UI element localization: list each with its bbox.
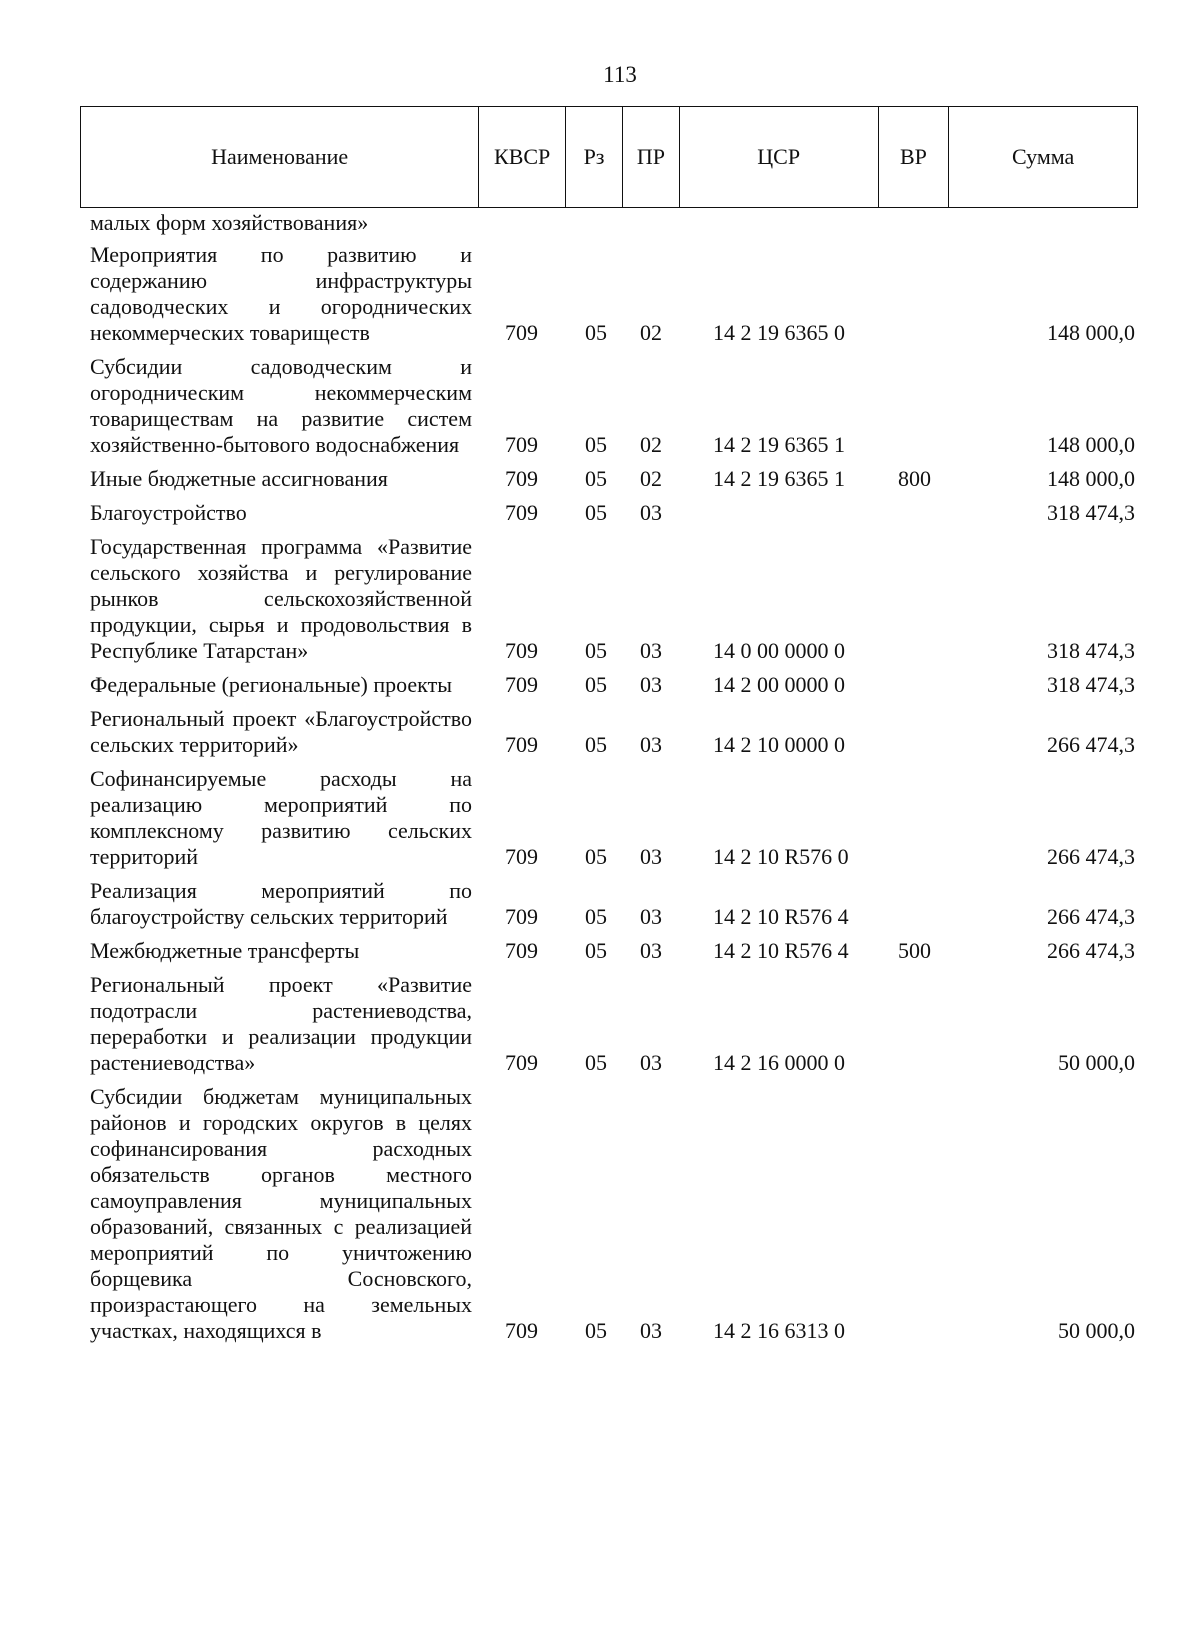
row-pr: 03 bbox=[640, 938, 662, 963]
table-body bbox=[0, 210, 1200, 1352]
row-rz: 05 bbox=[585, 638, 607, 663]
row-sum: 148 000,0 bbox=[1047, 466, 1135, 491]
row-rz: 05 bbox=[585, 938, 607, 963]
row-pr: 03 bbox=[640, 1318, 662, 1343]
table-row bbox=[0, 972, 1200, 1076]
table-row bbox=[0, 938, 1200, 964]
row-vr: 500 bbox=[898, 938, 931, 963]
row-kvsr: 709 bbox=[505, 672, 538, 697]
row-csr: 14 2 19 6365 1 bbox=[713, 432, 845, 457]
row-sum: 148 000,0 bbox=[1047, 432, 1135, 457]
row-sum: 318 474,3 bbox=[1047, 638, 1135, 663]
row-sum: 266 474,3 bbox=[1047, 844, 1135, 869]
row-csr: 14 2 00 0000 0 bbox=[713, 672, 845, 697]
page-number: 113 bbox=[603, 62, 637, 87]
row-sum: 266 474,3 bbox=[1047, 732, 1135, 757]
row-pr: 02 bbox=[640, 320, 662, 345]
row-name: Субсидии бюджетам муниципальных районов и городских округов в целях софинансирования расходных обязательств органов местного самоуправления муниципальных образований, связанных с реализацией мероприятий по уничтожению борщевика Сосновского, произрастающего на земельных участках, находящихся в bbox=[90, 1084, 472, 1343]
row-pr: 03 bbox=[640, 500, 662, 525]
table-row bbox=[0, 500, 1200, 526]
row-csr: 14 0 00 0000 0 bbox=[713, 638, 845, 663]
row-csr: 14 2 16 0000 0 bbox=[713, 1050, 845, 1075]
row-sum: 266 474,3 bbox=[1047, 904, 1135, 929]
row-rz: 05 bbox=[585, 672, 607, 697]
table-row bbox=[0, 534, 1200, 664]
row-csr: 14 2 10 R576 0 bbox=[713, 844, 849, 869]
row-pr: 03 bbox=[640, 638, 662, 663]
row-name: малых форм хозяйствования» bbox=[90, 210, 369, 235]
row-kvsr: 709 bbox=[505, 638, 538, 663]
row-pr: 03 bbox=[640, 672, 662, 697]
row-sum: 148 000,0 bbox=[1047, 320, 1135, 345]
row-name: Софинансируемые расходы на реализацию мероприятий по комплексному развитию сельских территорий bbox=[90, 766, 472, 869]
table-row bbox=[0, 466, 1200, 492]
header-sum: Сумма bbox=[1012, 144, 1075, 169]
row-rz: 05 bbox=[585, 732, 607, 757]
row-pr: 02 bbox=[640, 466, 662, 491]
row-name: Реализация мероприятий по благоустройству сельских территорий bbox=[90, 878, 472, 929]
row-rz: 05 bbox=[585, 1050, 607, 1075]
row-sum: 318 474,3 bbox=[1047, 672, 1135, 697]
row-csr: 14 2 10 0000 0 bbox=[713, 732, 845, 757]
row-pr: 03 bbox=[640, 732, 662, 757]
row-sum: 318 474,3 bbox=[1047, 500, 1135, 525]
row-name: Иные бюджетные ассигнования bbox=[90, 466, 388, 491]
header-vr: ВР bbox=[879, 107, 950, 207]
row-sum: 50 000,0 bbox=[1058, 1318, 1135, 1343]
row-kvsr: 709 bbox=[505, 1050, 538, 1075]
header-csr: ЦСР bbox=[680, 107, 879, 207]
row-pr: 03 bbox=[640, 844, 662, 869]
row-csr: 14 2 10 R576 4 bbox=[713, 938, 849, 963]
row-csr: 14 2 10 R576 4 bbox=[713, 904, 849, 929]
row-rz: 05 bbox=[585, 1318, 607, 1343]
table-row bbox=[0, 878, 1200, 930]
row-pr: 02 bbox=[640, 432, 662, 457]
header-name: Наименование bbox=[81, 107, 479, 207]
row-sum: 266 474,3 bbox=[1047, 938, 1135, 963]
row-kvsr: 709 bbox=[505, 904, 538, 929]
table-row bbox=[0, 1084, 1200, 1344]
row-name: Субсидии садоводческим и огородническим некоммерческим товариществам на развитие систем хозяйственно-бытового водоснабжения bbox=[90, 354, 472, 457]
row-rz: 05 bbox=[585, 500, 607, 525]
table-row bbox=[0, 354, 1200, 458]
row-vr: 800 bbox=[898, 466, 931, 491]
row-kvsr: 709 bbox=[505, 500, 538, 525]
header-pr: ПР bbox=[623, 107, 680, 207]
row-kvsr: 709 bbox=[505, 432, 538, 457]
row-csr: 14 2 16 6313 0 bbox=[713, 1318, 845, 1343]
table-row bbox=[0, 706, 1200, 758]
row-kvsr: 709 bbox=[505, 844, 538, 869]
table-row bbox=[0, 242, 1200, 346]
row-kvsr: 709 bbox=[505, 1318, 538, 1343]
table-row bbox=[0, 210, 1200, 236]
table-row bbox=[0, 672, 1200, 698]
row-rz: 05 bbox=[585, 466, 607, 491]
row-name: Межбюджетные трансферты bbox=[90, 938, 360, 963]
header-kvsr: КВСР bbox=[479, 107, 566, 207]
header-rz: Рз bbox=[566, 107, 623, 207]
row-pr: 03 bbox=[640, 904, 662, 929]
table-row bbox=[0, 766, 1200, 870]
row-name: Государственная программа «Развитие сельского хозяйства и регулирование рынков сельскохозяйственной продукции, сырья и продовольствия в Республике Татарстан» bbox=[90, 534, 472, 663]
row-csr: 14 2 19 6365 0 bbox=[713, 320, 845, 345]
row-rz: 05 bbox=[585, 844, 607, 869]
row-kvsr: 709 bbox=[505, 466, 538, 491]
row-name: Федеральные (региональные) проекты bbox=[90, 672, 452, 697]
table-header bbox=[80, 106, 1138, 208]
row-name: Мероприятия по развитию и содержанию инфраструктуры садоводческих и огороднических некоммерческих товариществ bbox=[90, 242, 472, 345]
row-name: Благоустройство bbox=[90, 500, 247, 525]
row-name: Региональный проект «Развитие подотрасли растениеводства, переработки и реализации продукции растениеводства» bbox=[90, 972, 472, 1075]
row-rz: 05 bbox=[585, 432, 607, 457]
row-kvsr: 709 bbox=[505, 732, 538, 757]
row-rz: 05 bbox=[585, 904, 607, 929]
row-rz: 05 bbox=[585, 320, 607, 345]
row-sum: 50 000,0 bbox=[1058, 1050, 1135, 1075]
row-kvsr: 709 bbox=[505, 938, 538, 963]
row-name: Региональный проект «Благоустройство сельских территорий» bbox=[90, 706, 472, 757]
row-kvsr: 709 bbox=[505, 320, 538, 345]
row-csr: 14 2 19 6365 1 bbox=[713, 466, 845, 491]
row-pr: 03 bbox=[640, 1050, 662, 1075]
